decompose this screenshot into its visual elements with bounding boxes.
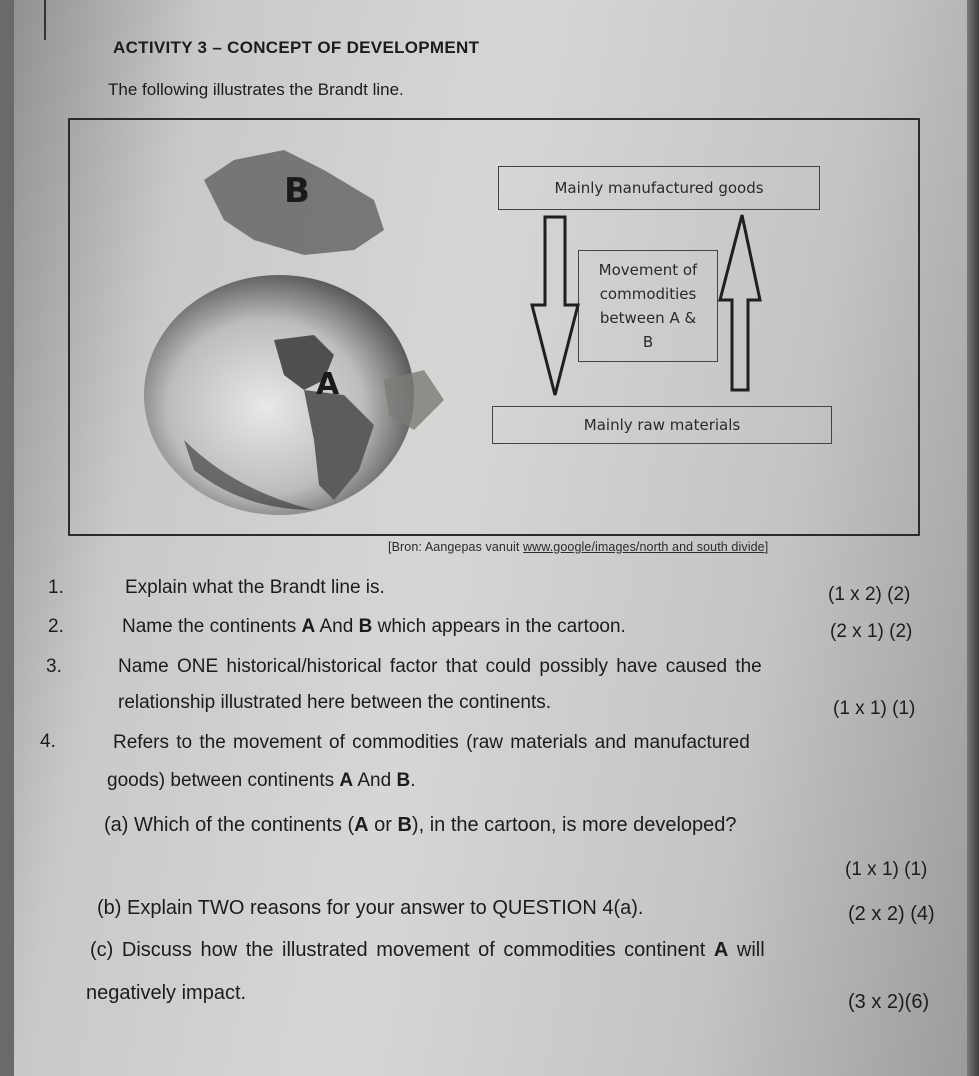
q4-line2-pre: goods) between continents [107,770,340,791]
q3-marks: (1 x 1) (1) [833,698,916,719]
q4-number: 4. [40,731,56,752]
q3-line1: Name ONE historical/historical factor that could possibly have caused the [118,656,762,677]
up-arrow-icon [720,215,760,390]
box-manufactured-goods [498,166,820,210]
q4b-marks: (2 x 2) (4) [848,903,935,925]
q3-number: 3. [46,656,62,677]
page-edge-right [967,0,979,1076]
q4a-b: B [397,814,412,836]
q4c-post: will [728,939,765,961]
q4c-a: A [713,939,729,961]
continent-label-b: B [284,171,310,211]
box-mid-line-2: commodities [599,285,697,303]
commodity-arrows [520,205,780,405]
q4a-a: A [354,814,369,836]
q2-a: A [301,616,316,637]
box-mid-line-3: between A & [599,309,697,327]
activity-title: ACTIVITY 3 – CONCEPT OF DEVELOPMENT [113,38,480,57]
q4-line2-post: . [410,770,416,791]
box-manufactured-goods-text: Mainly manufactured goods [554,179,764,197]
box-raw-materials-text: Mainly raw materials [583,416,741,434]
source-citation [388,540,768,554]
q4a-marks: (1 x 1) (1) [845,859,928,880]
q4c-pre: (c) Discuss how the illustrated movement of commodities continent [90,939,714,961]
q4a-post: ), in the cartoon, is more developed? [411,814,737,836]
q4-line1: Refers to the movement of commodities (raw materials and manufactured [113,732,750,753]
source-suffix: ] [764,540,769,554]
q4-line2-mid: And [353,770,397,791]
q4c-marks: (3 x 2)(6) [848,991,930,1013]
box-mid-line-1: Movement of [598,261,698,279]
globe-sphere [144,275,414,515]
q4-line2 [107,770,415,792]
q4c-line1 [90,939,765,962]
q4a-or: or [368,814,398,836]
q4a-pre: (a) Which of the continents ( [104,814,355,836]
q1-marks: (1 x 2) (2) [828,584,911,605]
q4-b: B [396,770,411,791]
source-prefix: [Bron: Aangepas vanuit [388,540,524,554]
q2-text [122,616,626,638]
q2-text-pre: Name the continents [122,616,302,637]
q1-text: Explain what the Brandt line is. [125,577,385,598]
page-edge-line [44,0,46,40]
q4c-line2: negatively impact. [86,982,247,1004]
intro-text: The following illustrates the Brandt line. [108,80,404,99]
q4-a: A [339,770,354,791]
globe-illustration [84,140,474,520]
q2-number: 2. [48,616,64,637]
q4b-text: (b) Explain TWO reasons for your answer to QUESTION 4(a). [97,897,644,919]
q2-marks: (2 x 1) (2) [830,621,913,642]
box-mid-line-4: B [642,333,654,351]
continent-label-a: A [316,367,340,402]
q3-line2: relationship illustrated here between the continents. [118,692,552,713]
source-link: www.google/images/north and south divide [523,540,765,554]
q4a-text [104,814,737,837]
down-arrow-icon [532,217,578,395]
box-raw-materials [492,406,832,444]
q2-b: B [358,616,373,637]
q2-text-mid: And [315,616,359,637]
page-edge-left [0,0,14,1076]
q2-text-post: which appears in the cartoon. [372,616,626,637]
q1-number: 1. [48,577,64,598]
